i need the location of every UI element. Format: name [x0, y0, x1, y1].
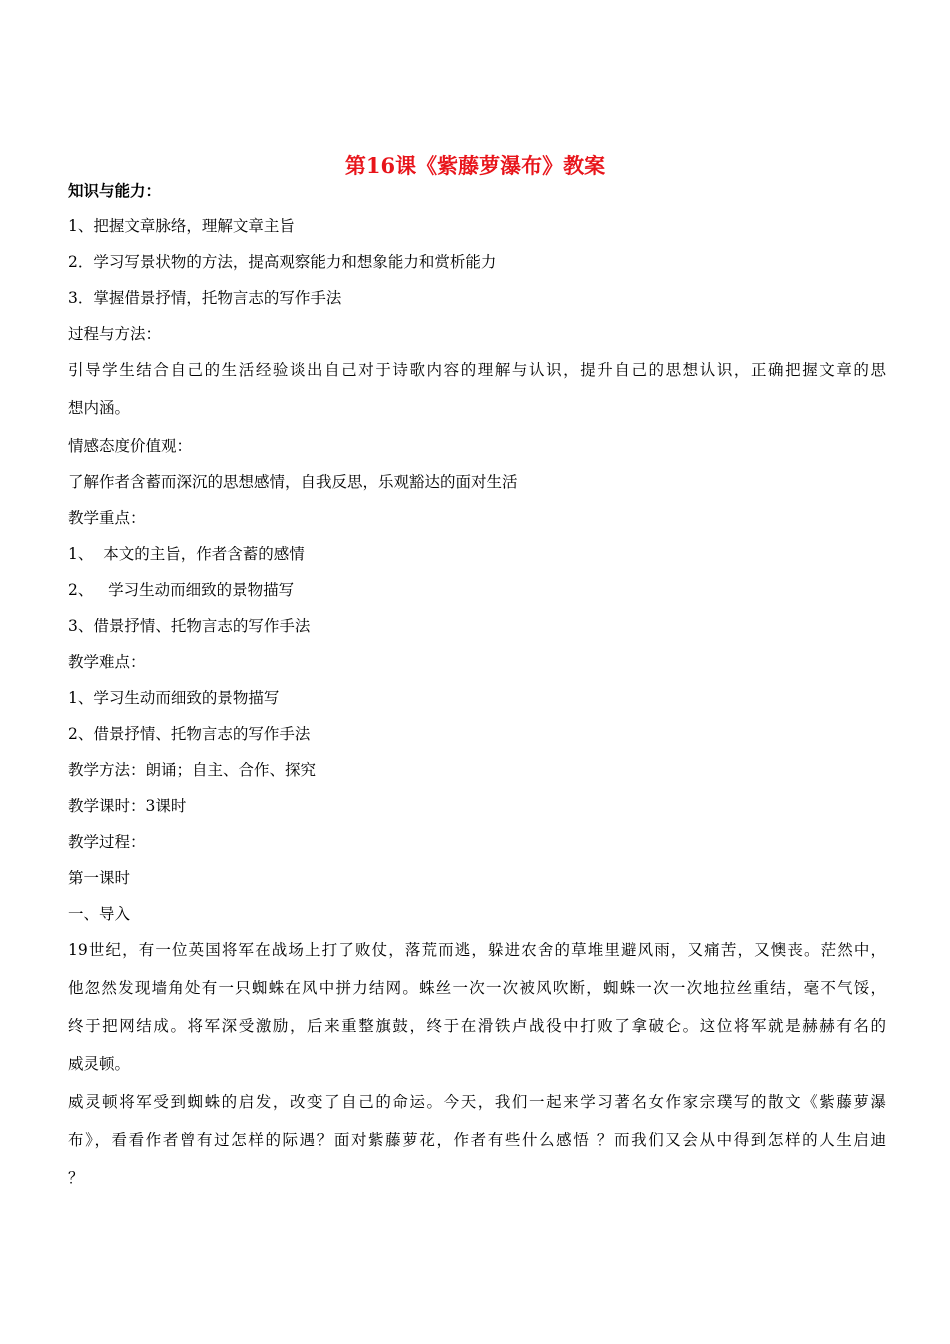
- intro-paragraph-line: 19世纪，有一位英国将军在战场上打了败仗，落荒而逃，躲进农舍的草堆里避风雨，又痛苦，又懊丧。茫然中，: [68, 941, 886, 959]
- intro-paragraph-line: 威灵顿将军受到蜘蛛的启发，改变了自己的命运。今天，我们一起来学习著名女作家宗璞写的散文《紫藤萝瀑: [68, 1093, 886, 1111]
- knowledge-item-3: 3．掌握借景抒情，托物言志的写作手法: [68, 289, 342, 307]
- intro-paragraph-line: 威灵顿。: [68, 1055, 131, 1073]
- section-heading-difficulties: 教学难点：: [68, 653, 146, 671]
- section-heading-knowledge: 知识与能力：: [68, 181, 162, 200]
- key-point-2: 2、 学习生动而细致的景物描写: [68, 581, 295, 599]
- teaching-methods: 教学方法：朗诵；自主、合作、探究: [68, 761, 317, 779]
- teaching-hours: 教学课时：3课时: [68, 797, 187, 815]
- knowledge-item-2: 2．学习写景状物的方法，提高观察能力和想象能力和赏析能力: [68, 253, 497, 271]
- knowledge-item-1: 1、把握文章脉络，理解文章主旨: [68, 217, 295, 235]
- document-title: 第16课《紫藤萝瀑布》教案: [344, 153, 606, 178]
- section-heading-key-points: 教学重点：: [68, 509, 146, 527]
- process-paragraph-line: 想内涵。: [68, 399, 131, 417]
- section-heading-process: 过程与方法：: [68, 325, 162, 343]
- key-point-1: 1、 本文的主旨，作者含蓄的感情: [68, 545, 305, 563]
- intro-paragraph-line: 布》，看看作者曾有过怎样的际遇？面对紫藤萝花，作者有些什么感悟 ？而我们又会从中得到怎样的人生启迪: [68, 1131, 886, 1149]
- section-heading-attitude: 情感态度价值观：: [68, 437, 193, 455]
- intro-paragraph-line: 终于把网结成。将军深受激励，后来重整旗鼓，终于在滑铁卢战役中打败了拿破仑。这位将军就是赫赫有名的: [68, 1017, 886, 1035]
- lesson-heading: 第一课时: [68, 869, 131, 887]
- section-heading-procedure: 教学过程：: [68, 833, 146, 851]
- intro-paragraph-line: ？: [68, 1169, 84, 1187]
- difficulty-1: 1、学习生动而细致的景物描写: [68, 689, 280, 707]
- key-point-3: 3、借景抒情、托物言志的写作手法: [68, 617, 311, 635]
- process-paragraph-line: 引导学生结合自己的生活经验谈出自己对于诗歌内容的理解与认识，提升自己的思想认识，正确把握文章的思: [68, 361, 886, 379]
- attitude-text: 了解作者含蓄而深沉的思想感情，自我反思，乐观豁达的面对生活: [68, 473, 518, 491]
- difficulty-2: 2、借景抒情、托物言志的写作手法: [68, 725, 311, 743]
- intro-paragraph-line: 他忽然发现墙角处有一只蜘蛛在风中拼力结网。蛛丝一次一次被风吹断，蜘蛛一次一次地拉丝重结，毫不气馁，: [68, 979, 886, 997]
- step-heading-intro: 一、导入: [68, 905, 131, 923]
